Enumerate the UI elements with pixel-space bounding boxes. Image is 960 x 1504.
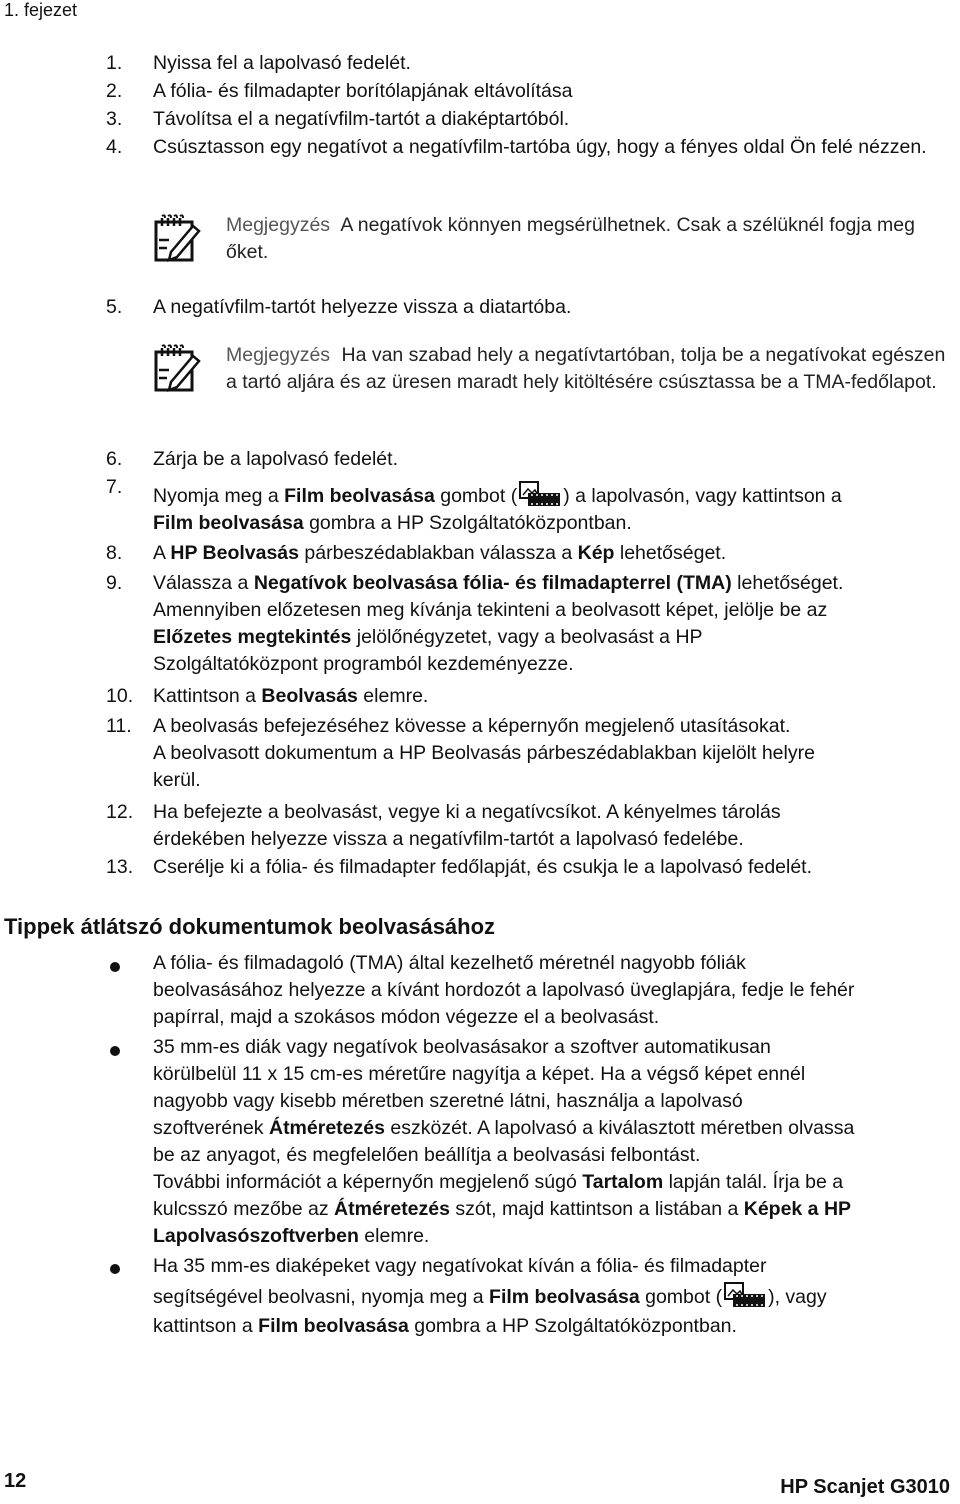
bold-run: Beolvasás <box>261 685 358 707</box>
text-run: szót, majd kattintson a listában a <box>449 1198 744 1220</box>
product-name: HP Scanjet G3010 <box>780 1476 950 1498</box>
tip-text <box>153 950 943 1031</box>
note-text: Ha van szabad hely a negatívtartóban, tolja be a negatívokat egészen a tartó aljára és az üresen maradt hely kitöltésére csúsztassa be a TMA-fedőlapot. <box>226 344 946 393</box>
bold-run: Lapolvasószoftverben <box>153 1225 359 1247</box>
text-run: lehetőséget. <box>614 542 727 564</box>
text-run: kerül. <box>153 769 201 791</box>
note-label: Megjegyzés <box>226 344 331 366</box>
bullet-dot <box>110 962 120 972</box>
text-run: lehetőséget. <box>731 572 844 594</box>
note-body <box>226 342 946 396</box>
bold-run: Film beolvasása <box>153 512 304 534</box>
step-text <box>153 683 943 710</box>
bold-run: HP Beolvasás <box>170 542 299 564</box>
text-run: Nyomja meg a <box>153 485 285 507</box>
step-text <box>153 570 943 678</box>
step-number: 3. <box>106 108 123 130</box>
text-run: eszközét. A lapolvasó a kiválasztott méretben olvassa <box>384 1117 855 1139</box>
bold-run: Átméretezés <box>334 1198 450 1220</box>
text-run: be az anyagot, és megfelelően beállítja a beolvasási felbontást. <box>153 1144 701 1166</box>
bold-run: Negatívok beolvasása fólia- és filmadapterrel (TMA) <box>253 572 732 594</box>
bold-run: Kép <box>577 542 615 564</box>
chapter-header: 1. fejezet <box>4 0 78 20</box>
text-run: A beolvasott dokumentum a HP Beolvasás párbeszédablakban kijelölt helyre <box>153 742 815 764</box>
text-run: elemre. <box>357 685 429 707</box>
bold-run: Átméretezés <box>268 1117 385 1139</box>
step-number: 9. <box>106 572 123 594</box>
step-text: Zárja be a lapolvasó fedelét. <box>153 448 398 470</box>
text-run: ), vagy <box>768 1286 827 1308</box>
text-run: segítségével beolvasni, nyomja meg a <box>153 1286 490 1308</box>
film-scan-icon <box>723 1281 767 1309</box>
step-number: 1. <box>106 52 123 74</box>
bold-run: Film beolvasása <box>284 485 435 507</box>
step-text: Cserélje ki a fólia- és filmadapter fedőlapját, és csukja le a lapolvasó fedelét. <box>153 856 813 878</box>
step-text: A negatívfilm-tartót helyezze vissza a diatartóba. <box>153 296 572 318</box>
step-text: Nyissa fel a lapolvasó fedelét. <box>153 52 411 74</box>
step-number: 11. <box>106 715 132 737</box>
text-run: beolvasásához helyezze a kívánt hordozót a lapolvasó üveglapjára, fedje le fehér <box>153 979 855 1001</box>
text-run: kulcsszó mezőbe az <box>153 1198 334 1220</box>
film-scan-icon <box>518 480 562 508</box>
text-run: papírral, majd a szokásos módon végezze el a beolvasást. <box>153 1006 660 1028</box>
text-run: A beolvasás befejezéséhez kövesse a képernyőn megjelenő utasításokat. <box>153 715 791 737</box>
text-run: Kattintson a <box>153 685 262 707</box>
text-run: gombra a HP Szolgáltatóközpontban. <box>408 1315 737 1337</box>
step-text <box>153 713 943 794</box>
note-text: A negatívok könnyen megsérülhetnek. Csak a szélüknél fogja meg őket. <box>226 214 915 263</box>
text-run: A <box>153 542 171 564</box>
bold-run: Film beolvasása <box>258 1315 409 1337</box>
bullet-dot <box>110 1264 120 1274</box>
step-number: 8. <box>106 542 123 564</box>
text-run: A fólia- és filmadagoló (TMA) által kezelhető méretnél nagyobb fóliák <box>153 952 746 974</box>
text-run: gombot ( <box>639 1286 723 1308</box>
step-text <box>153 480 943 537</box>
text-run: érdekében helyezze vissza a negatívfilm-tartót a lapolvasó fedelébe. <box>153 828 744 850</box>
text-run: kattintson a <box>153 1315 259 1337</box>
text-run: lapján talál. Írja be a <box>663 1171 844 1193</box>
tip-text <box>153 1034 943 1250</box>
text-run: nagyobb vagy kisebb méretben szeretné látni, használja a lapolvasó <box>153 1090 743 1112</box>
tip-text <box>153 1252 943 1341</box>
page-number: 12 <box>4 1470 27 1492</box>
bold-run: Képek a HP <box>743 1198 852 1220</box>
text-run: 35 mm-es diák vagy negatívok beolvasásakor a szoftver automatikusan <box>153 1036 771 1058</box>
step-number: 6. <box>106 448 123 470</box>
text-run: További információt a képernyőn megjelenő súgó <box>153 1171 583 1193</box>
bold-run: Előzetes megtekintés <box>153 626 352 648</box>
text-run: Ha befejezte a beolvasást, vegye ki a negatívcsíkot. A kényelmes tárolás <box>153 801 781 823</box>
note-pencil-icon <box>153 344 203 394</box>
text-run: gombot ( <box>434 485 518 507</box>
text-run: ) a lapolvasón, vagy kattintson a <box>563 485 842 507</box>
step-number: 4. <box>106 136 123 158</box>
step-number: 10. <box>106 685 134 707</box>
note-body <box>226 212 946 266</box>
note-pencil-icon <box>153 214 203 264</box>
step-number: 5. <box>106 296 123 318</box>
text-run: Válassza a <box>153 572 254 594</box>
step-text: Csúsztasson egy negatívot a negatívfilm-tartóba úgy, hogy a fényes oldal Ön felé nézzen. <box>153 136 927 158</box>
bullet-dot <box>110 1046 120 1056</box>
step-number: 12. <box>106 801 134 823</box>
step-number: 2. <box>106 80 123 102</box>
bold-run: Film beolvasása <box>489 1286 640 1308</box>
step-text <box>153 540 943 567</box>
text-run: Szolgáltatóközpont programból kezdeményezze. <box>153 653 574 675</box>
step-text: Távolítsa el a negatívfilm-tartót a diaképtartóból. <box>153 108 570 130</box>
step-text: A fólia- és filmadapter borítólapjának eltávolítása <box>153 80 573 102</box>
text-run: Ha 35 mm-es diaképeket vagy negatívokat kíván a fólia- és filmadapter <box>153 1255 767 1277</box>
note-label: Megjegyzés <box>226 214 331 236</box>
text-run: jelölőnégyzetet, vagy a beolvasást a HP <box>351 626 703 648</box>
bold-run: Tartalom <box>582 1171 664 1193</box>
step-text <box>153 799 943 853</box>
text-run: gombra a HP Szolgáltatóközpontban. <box>303 512 632 534</box>
tips-heading: Tippek átlátszó dokumentumok beolvasásához <box>4 914 496 939</box>
text-run: párbeszédablakban válassza a <box>299 542 578 564</box>
step-number: 7. <box>106 476 123 498</box>
text-run: körülbelül 11 x 15 cm-es méretűre nagyítja a képet. Ha a végső képet ennél <box>153 1063 806 1085</box>
text-run: elemre. <box>358 1225 430 1247</box>
text-run: Amennyiben előzetesen meg kívánja tekinteni a beolvasott képet, jelölje be az <box>153 599 828 621</box>
text-run: szoftverének <box>153 1117 269 1139</box>
step-number: 13. <box>106 856 134 878</box>
